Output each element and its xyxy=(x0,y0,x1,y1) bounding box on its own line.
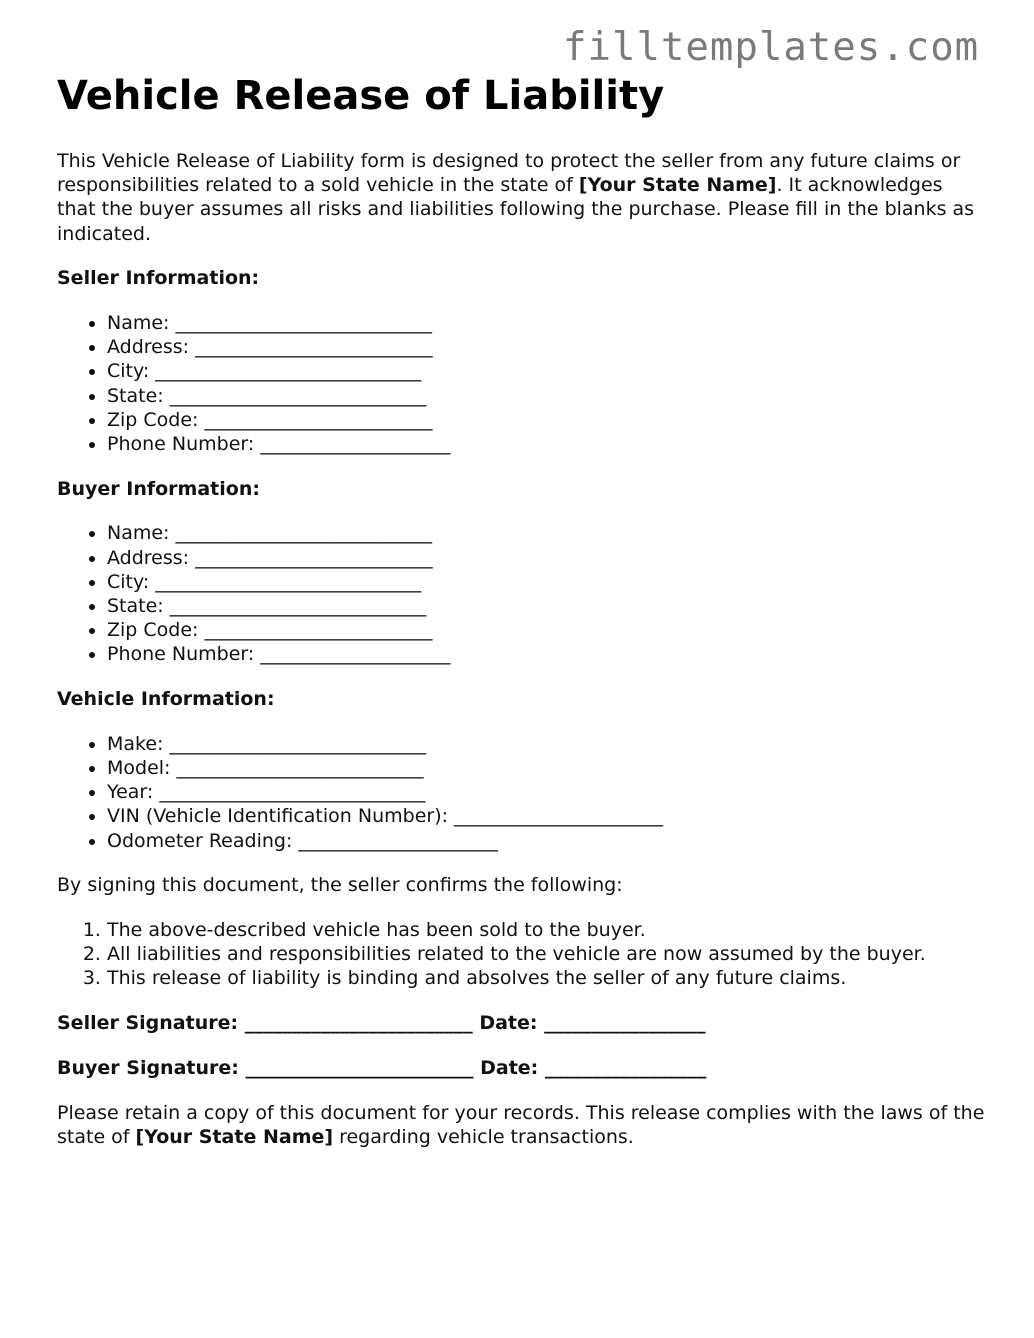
vehicle-vin-field[interactable]: • VIN (Vehicle Identification Number): ______________________ xyxy=(107,804,987,828)
state-placeholder: [Your State Name] xyxy=(135,1125,334,1148)
vehicle-model-field[interactable]: • Model: __________________________ xyxy=(107,756,987,780)
buyer-signature-label: Buyer Signature: xyxy=(57,1056,239,1079)
watermark: filltemplates.com xyxy=(563,25,980,70)
vehicle-year-field[interactable]: • Year: ____________________________ xyxy=(107,780,987,804)
buyer-date-label: Date: xyxy=(480,1056,539,1079)
closing-text-2: regarding vehicle transactions. xyxy=(333,1125,634,1148)
buyer-signature-line xyxy=(57,1056,987,1080)
confirmation-lead: By signing this document, the seller confirms the following: xyxy=(57,874,623,897)
seller-signature-label: Seller Signature: xyxy=(57,1012,239,1035)
confirmation-item: 2. All liabilities and responsibilities related to the vehicle are now assumed by the buyer. xyxy=(107,942,987,966)
seller-field-list xyxy=(57,311,987,456)
state-placeholder: [Your State Name] xyxy=(578,174,777,197)
buyer-city-field[interactable]: • City: ____________________________ xyxy=(107,570,987,594)
page-title: Vehicle Release of Liability xyxy=(57,73,665,119)
document-body xyxy=(57,149,987,1170)
seller-name-field[interactable]: • Name: ___________________________ xyxy=(107,311,987,335)
seller-heading: Seller Information: xyxy=(57,267,260,290)
buyer-zip-field[interactable]: • Zip Code: ________________________ xyxy=(107,618,987,642)
buyer-signature-field[interactable]: ________________________ xyxy=(245,1056,474,1079)
buyer-name-field[interactable]: • Name: ___________________________ xyxy=(107,521,987,545)
buyer-state-field[interactable]: • State: ___________________________ xyxy=(107,594,987,618)
vehicle-odometer-field[interactable]: • Odometer Reading: _____________________ xyxy=(107,829,987,853)
buyer-heading: Buyer Information: xyxy=(57,477,260,500)
intro-text-1: This Vehicle Release of Liability form is designed to protect the seller from any future claims or responsibilities related to a sold vehicle in the state of xyxy=(57,150,961,197)
seller-signature-field[interactable]: ________________________ xyxy=(244,1012,473,1035)
seller-state-field[interactable]: • State: ___________________________ xyxy=(107,384,987,408)
seller-signature-line xyxy=(57,1011,987,1035)
seller-city-field[interactable]: • City: ____________________________ xyxy=(107,359,987,383)
confirmation-item: 3. This release of liability is binding and absolves the seller of any future claims. xyxy=(107,966,987,990)
confirmation-item: 1. The above-described vehicle has been sold to the buyer. xyxy=(107,918,987,942)
seller-date-field[interactable]: _________________ xyxy=(544,1012,706,1035)
seller-date-label: Date: xyxy=(479,1012,538,1035)
seller-phone-field[interactable]: • Phone Number: ____________________ xyxy=(107,432,987,456)
confirmation-list xyxy=(57,918,987,991)
intro-paragraph xyxy=(57,149,987,246)
vehicle-make-field[interactable]: • Make: ___________________________ xyxy=(107,732,987,756)
buyer-date-field[interactable]: _________________ xyxy=(544,1056,707,1079)
buyer-phone-field[interactable]: • Phone Number: ____________________ xyxy=(107,642,987,666)
vehicle-field-list xyxy=(57,732,987,853)
buyer-field-list xyxy=(57,521,987,666)
intro-text-2: . It acknowledges that the buyer assumes all risks and liabilities following the purchase. Please fill in the blanks as indicated. xyxy=(57,174,975,245)
seller-address-field[interactable]: • Address: _________________________ xyxy=(107,335,987,359)
closing-text-1: Please retain a copy of this document for your records. This release complies with the laws of the state of xyxy=(57,1101,985,1148)
closing-paragraph xyxy=(57,1101,987,1149)
buyer-address-field[interactable]: • Address: _________________________ xyxy=(107,546,987,570)
seller-zip-field[interactable]: • Zip Code: ________________________ xyxy=(107,408,987,432)
vehicle-heading: Vehicle Information: xyxy=(57,688,275,711)
